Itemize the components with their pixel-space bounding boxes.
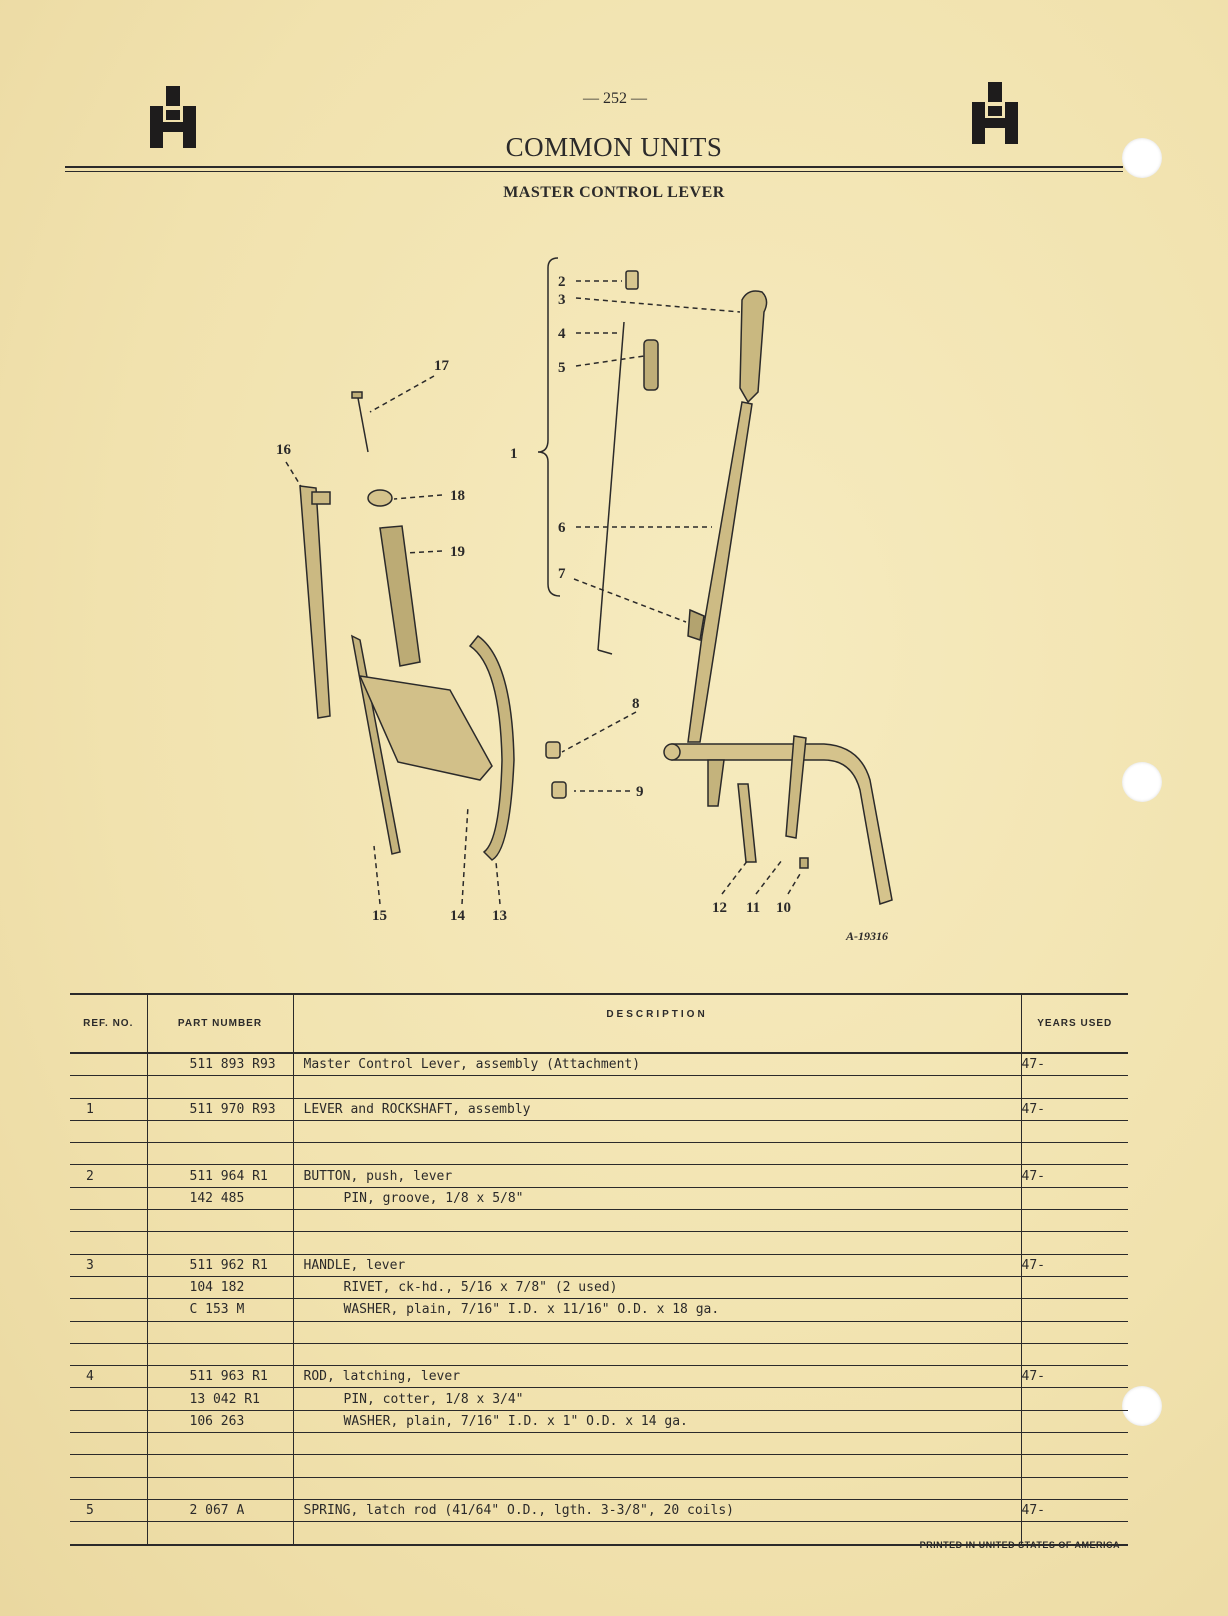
description-text: RIVET, ck-hd., 5/16 x 7/8" (2 used) — [343, 1280, 618, 1296]
years-used-cell — [1021, 1343, 1128, 1365]
part-number-cell: 511 893 R93 — [147, 1053, 293, 1076]
part-number-cell: 106 263 — [147, 1410, 293, 1432]
part-number-cell: 104 182 — [147, 1276, 293, 1298]
part-number-cell — [147, 1143, 293, 1165]
ref-cell: 1 — [70, 1098, 147, 1120]
table-row — [70, 1120, 1128, 1142]
description-cell — [293, 1098, 1021, 1120]
callout-13: 13 — [492, 908, 507, 924]
description-cell — [293, 1076, 1021, 1098]
ref-cell: 4 — [70, 1366, 147, 1388]
table-row — [70, 1276, 1128, 1298]
part-number-cell — [147, 1321, 293, 1343]
table-row — [70, 1499, 1128, 1521]
ref-cell — [70, 1477, 147, 1499]
part-number-cell — [147, 1477, 293, 1499]
years-used-cell — [1021, 1477, 1128, 1499]
table-row — [70, 1433, 1128, 1455]
part-number-cell: 511 962 R1 — [147, 1254, 293, 1276]
callout-6: 6 — [558, 520, 566, 536]
description-cell — [293, 1366, 1021, 1388]
table-row — [70, 1076, 1128, 1098]
part-number-cell — [147, 1076, 293, 1098]
description-text: WASHER, plain, 7/16" I.D. x 11/16" O.D. x 18 ga. — [343, 1302, 720, 1318]
description-cell — [293, 1276, 1021, 1298]
callout-9: 9 — [636, 784, 644, 800]
callout-4: 4 — [558, 326, 566, 342]
table-row — [70, 1455, 1128, 1477]
table-row — [70, 1343, 1128, 1365]
description-cell — [293, 1187, 1021, 1209]
table-row — [70, 1053, 1128, 1076]
description-cell — [293, 1299, 1021, 1321]
description-text: PIN, groove, 1/8 x 5/8" — [343, 1190, 524, 1206]
table-row — [70, 1232, 1128, 1254]
ref-cell — [70, 1143, 147, 1165]
description-text: LEVER and ROCKSHAFT, assembly — [303, 1101, 531, 1117]
ref-cell — [70, 1343, 147, 1365]
column-header-ref-no: REF. NO. — [70, 994, 147, 1053]
years-used-cell — [1021, 1321, 1128, 1343]
table-row — [70, 1098, 1128, 1120]
description-text: WASHER, plain, 7/16" I.D. x 1" O.D. x 14 ga. — [343, 1413, 688, 1429]
description-cell — [293, 1455, 1021, 1477]
part-number-cell — [147, 1232, 293, 1254]
section-title: MASTER CONTROL LEVER — [503, 184, 725, 201]
description-cell — [293, 1433, 1021, 1455]
ref-cell — [70, 1076, 147, 1098]
table-row — [70, 1477, 1128, 1499]
table-row — [70, 1254, 1128, 1276]
ref-cell — [70, 1433, 147, 1455]
ref-cell: 2 — [70, 1165, 147, 1187]
ref-cell: 5 — [70, 1499, 147, 1521]
description-cell — [293, 1143, 1021, 1165]
years-used-cell — [1021, 1433, 1128, 1455]
years-used-cell — [1021, 1410, 1128, 1432]
description-text: SPRING, latch rod (41/64" O.D., lgth. 3-3/8", 20 coils) — [303, 1503, 734, 1519]
parts-table — [70, 993, 1128, 1546]
part-number-cell: 13 042 R1 — [147, 1388, 293, 1410]
table-row — [70, 1143, 1128, 1165]
diagram-callouts — [276, 274, 888, 943]
years-used-cell: 47- — [1021, 1098, 1128, 1120]
printed-in-footer: PRINTED IN UNITED STATES OF AMERICA — [919, 1540, 1120, 1550]
description-cell — [293, 1343, 1021, 1365]
callout-2: 2 — [558, 274, 566, 290]
callout-8: 8 — [632, 696, 640, 712]
description-cell — [293, 1053, 1021, 1076]
table-row — [70, 1321, 1128, 1343]
page-number: — 252 — — [583, 90, 647, 107]
callout-7: 7 — [558, 566, 566, 582]
years-used-cell — [1021, 1143, 1128, 1165]
table-row — [70, 1165, 1128, 1187]
years-used-cell — [1021, 1120, 1128, 1142]
header-rule — [65, 171, 1123, 172]
column-header-description: DESCRIPTION — [293, 994, 1021, 1053]
part-number-cell: 2 067 A — [147, 1499, 293, 1521]
part-number-cell: 511 963 R1 — [147, 1366, 293, 1388]
years-used-cell: 47- — [1021, 1165, 1128, 1187]
years-used-cell — [1021, 1210, 1128, 1232]
part-number-cell: 511 970 R93 — [147, 1098, 293, 1120]
years-used-cell: 47- — [1021, 1254, 1128, 1276]
years-used-cell — [1021, 1299, 1128, 1321]
table-row — [70, 1299, 1128, 1321]
table-row — [70, 1187, 1128, 1209]
ref-cell — [70, 1321, 147, 1343]
part-number-cell — [147, 1120, 293, 1142]
years-used-cell — [1021, 1187, 1128, 1209]
description-cell — [293, 1410, 1021, 1432]
ref-cell — [70, 1053, 147, 1076]
ref-cell — [70, 1276, 147, 1298]
description-text: Master Control Lever, assembly (Attachment) — [303, 1057, 641, 1073]
callout-1: 1 — [510, 446, 518, 462]
years-used-cell — [1021, 1388, 1128, 1410]
callout-14: 14 — [450, 908, 465, 924]
description-text: BUTTON, push, lever — [303, 1168, 453, 1184]
column-header-years-used: YEARS USED — [1021, 994, 1128, 1053]
ref-cell — [70, 1187, 147, 1209]
part-number-cell — [147, 1343, 293, 1365]
part-number-cell: 511 964 R1 — [147, 1165, 293, 1187]
ref-cell — [70, 1232, 147, 1254]
years-used-cell — [1021, 1076, 1128, 1098]
ref-cell — [70, 1455, 147, 1477]
ref-cell — [70, 1210, 147, 1232]
years-used-cell: 47- — [1021, 1053, 1128, 1076]
description-cell — [293, 1165, 1021, 1187]
table-row — [70, 1388, 1128, 1410]
description-cell — [293, 1120, 1021, 1142]
ref-cell — [70, 1299, 147, 1321]
description-cell — [293, 1232, 1021, 1254]
ref-cell — [70, 1120, 147, 1142]
callout-16: 16 — [276, 442, 291, 458]
years-used-cell: 47- — [1021, 1366, 1128, 1388]
description-cell — [293, 1477, 1021, 1499]
table-row — [70, 1210, 1128, 1232]
description-cell — [293, 1210, 1021, 1232]
description-text: PIN, cotter, 1/8 x 3/4" — [343, 1391, 524, 1407]
callout-18: 18 — [450, 488, 465, 504]
header-rule — [65, 166, 1123, 168]
table-row — [70, 1410, 1128, 1432]
description-cell — [293, 1254, 1021, 1276]
punch-hole — [1122, 1386, 1162, 1426]
callout-10: 10 — [776, 900, 791, 916]
ref-cell — [70, 1388, 147, 1410]
ref-cell — [70, 1410, 147, 1432]
callout-17: 17 — [434, 358, 449, 374]
part-number-cell — [147, 1433, 293, 1455]
years-used-cell: 47- — [1021, 1499, 1128, 1521]
description-cell — [293, 1499, 1021, 1521]
callout-12: 12 — [712, 900, 727, 916]
part-number-cell: 142 485 — [147, 1187, 293, 1209]
callout-5: 5 — [558, 360, 566, 376]
years-used-cell — [1021, 1276, 1128, 1298]
part-number-cell: C 153 M — [147, 1299, 293, 1321]
ref-cell: 3 — [70, 1254, 147, 1276]
description-cell — [293, 1388, 1021, 1410]
table-header-row — [70, 994, 1128, 1053]
part-number-cell — [147, 1455, 293, 1477]
part-number-cell — [147, 1210, 293, 1232]
description-text: ROD, latching, lever — [303, 1369, 461, 1385]
callout-11: 11 — [746, 900, 761, 916]
exploded-parts-diagram — [0, 240, 1228, 960]
description-text: HANDLE, lever — [303, 1257, 406, 1273]
callout-3: 3 — [558, 292, 566, 308]
page-title: COMMON UNITS — [505, 132, 723, 162]
callout-15: 15 — [372, 908, 387, 924]
callout-19: 19 — [450, 544, 465, 560]
column-header-part-number: PART NUMBER — [147, 994, 293, 1053]
years-used-cell — [1021, 1232, 1128, 1254]
parts-table-body — [70, 1053, 1128, 1545]
table-row — [70, 1366, 1128, 1388]
description-cell — [293, 1321, 1021, 1343]
years-used-cell — [1021, 1455, 1128, 1477]
diagram-code: A-19316 — [846, 929, 888, 943]
